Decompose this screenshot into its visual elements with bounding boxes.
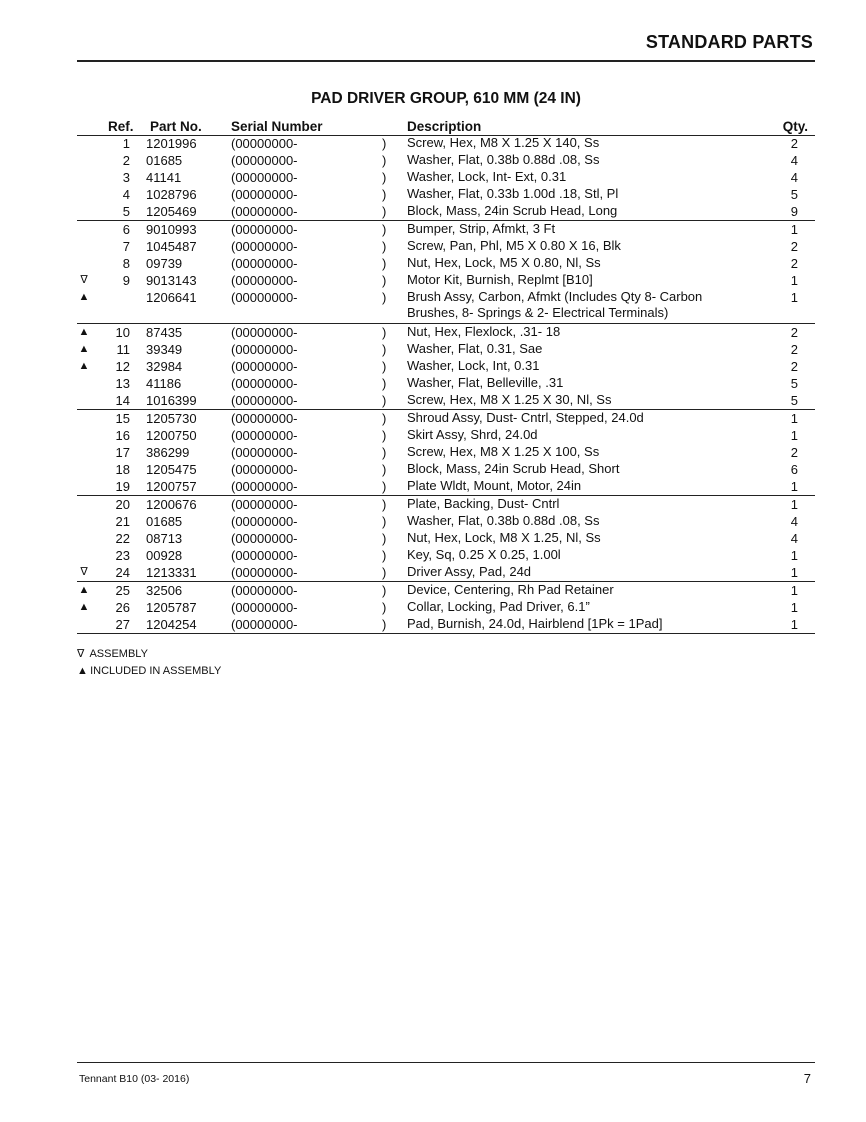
table-row bbox=[77, 461, 815, 478]
serial-end-cell: ) bbox=[382, 153, 387, 168]
qty-cell: 1 bbox=[790, 565, 798, 580]
serial-end-cell: ) bbox=[382, 325, 387, 340]
serial-cell: (00000000- bbox=[231, 136, 298, 151]
serial-cell: (00000000- bbox=[231, 376, 298, 391]
legend-text: ASSEMBLY bbox=[89, 648, 148, 660]
description-cell: Plate Wldt, Mount, Motor, 24in bbox=[407, 478, 582, 493]
serial-cell: (00000000- bbox=[231, 204, 298, 219]
ref-cell: 2 bbox=[122, 153, 130, 168]
serial-end-cell: ) bbox=[382, 600, 387, 615]
ref-cell: 4 bbox=[122, 187, 130, 202]
serial-cell: (00000000- bbox=[231, 153, 298, 168]
serial-cell: (00000000- bbox=[231, 170, 298, 185]
serial-end-cell: ) bbox=[382, 187, 387, 202]
serial-cell: (00000000- bbox=[231, 222, 298, 237]
table-row bbox=[77, 358, 815, 375]
table-row bbox=[77, 186, 815, 203]
ref-cell: 12 bbox=[115, 359, 130, 374]
page-number: 7 bbox=[803, 1071, 811, 1086]
description-cell: Plate, Backing, Dust- Cntrl bbox=[407, 496, 560, 511]
part-no-cell: 1213331 bbox=[146, 565, 197, 580]
qty-cell: 2 bbox=[790, 325, 798, 340]
ref-cell: 16 bbox=[115, 428, 130, 443]
serial-cell: (00000000- bbox=[231, 325, 298, 340]
table-row bbox=[77, 427, 815, 444]
table-row bbox=[77, 203, 815, 220]
serial-end-cell: ) bbox=[382, 445, 387, 460]
serial-cell: (00000000- bbox=[231, 531, 298, 546]
part-no-cell: 00928 bbox=[146, 548, 183, 563]
qty-cell: 9 bbox=[790, 204, 798, 219]
serial-end-cell: ) bbox=[382, 359, 387, 374]
description-cell: Pad, Burnish, 24.0d, Hairblend [1Pk = 1Pad] bbox=[407, 616, 663, 631]
part-group bbox=[77, 410, 815, 496]
serial-end-cell: ) bbox=[382, 531, 387, 546]
page-header-title: STANDARD PARTS bbox=[645, 32, 813, 52]
part-no-cell: 1201996 bbox=[146, 136, 197, 151]
row-marker-icon: ▲ bbox=[78, 291, 90, 303]
serial-end-cell: ) bbox=[382, 479, 387, 494]
serial-cell: (00000000- bbox=[231, 600, 298, 615]
table-row bbox=[77, 221, 815, 238]
table-row bbox=[77, 392, 815, 409]
serial-cell: (00000000- bbox=[231, 342, 298, 357]
description-cell: Block, Mass, 24in Scrub Head, Long bbox=[407, 203, 618, 218]
part-group bbox=[77, 135, 815, 221]
ref-cell: 20 bbox=[115, 497, 130, 512]
serial-cell: (00000000- bbox=[231, 393, 298, 408]
description-cell: Washer, Flat, 0.38b 0.88d .08, Ss bbox=[407, 513, 600, 528]
serial-cell: (00000000- bbox=[231, 583, 298, 598]
part-no-cell: 08713 bbox=[146, 531, 183, 546]
part-no-cell: 1205787 bbox=[146, 600, 197, 615]
serial-cell: (00000000- bbox=[231, 548, 298, 563]
description-cell: Driver Assy, Pad, 24d bbox=[407, 564, 532, 579]
legend-text: INCLUDED IN ASSEMBLY bbox=[90, 665, 222, 677]
part-no-cell: 1200757 bbox=[146, 479, 197, 494]
qty-cell: 1 bbox=[790, 479, 798, 494]
qty-cell: 1 bbox=[790, 411, 798, 426]
table-row bbox=[77, 410, 815, 427]
table-row bbox=[77, 341, 815, 358]
page-header bbox=[77, 28, 815, 62]
serial-end-cell: ) bbox=[382, 462, 387, 477]
serial-end-cell: ) bbox=[382, 136, 387, 151]
table-row bbox=[77, 255, 815, 272]
serial-cell: (00000000- bbox=[231, 462, 298, 477]
table-row bbox=[77, 135, 815, 152]
qty-cell: 2 bbox=[790, 359, 798, 374]
description-cell: Nut, Hex, Lock, M8 X 1.25, Nl, Ss bbox=[407, 530, 601, 545]
part-no-cell: 09739 bbox=[146, 256, 183, 271]
qty-cell: 1 bbox=[790, 428, 798, 443]
legend-item-included bbox=[77, 663, 221, 680]
ref-cell: 15 bbox=[115, 411, 130, 426]
part-group bbox=[77, 496, 815, 582]
table-row bbox=[77, 238, 815, 255]
qty-cell: 4 bbox=[790, 153, 798, 168]
table-row bbox=[77, 599, 815, 616]
part-no-cell: 1206641 bbox=[146, 290, 197, 305]
part-no-cell: 32506 bbox=[146, 583, 183, 598]
table-row bbox=[77, 530, 815, 547]
column-headers bbox=[77, 118, 815, 136]
serial-end-cell: ) bbox=[382, 411, 387, 426]
serial-cell: (00000000- bbox=[231, 428, 298, 443]
part-no-cell: 01685 bbox=[146, 514, 183, 529]
serial-cell: (00000000- bbox=[231, 514, 298, 529]
part-no-cell: 1205475 bbox=[146, 462, 197, 477]
ref-cell: 11 bbox=[116, 342, 130, 357]
part-no-cell: 1016399 bbox=[146, 393, 197, 408]
table-row bbox=[77, 324, 815, 341]
serial-end-cell: ) bbox=[382, 342, 387, 357]
page-footer bbox=[77, 1062, 815, 1093]
serial-end-cell: ) bbox=[382, 239, 387, 254]
serial-end-cell: ) bbox=[382, 548, 387, 563]
description-cell: Washer, Flat, 0.33b 1.00d .18, Stl, Pl bbox=[407, 186, 619, 201]
qty-cell: 2 bbox=[790, 239, 798, 254]
serial-end-cell: ) bbox=[382, 497, 387, 512]
row-marker-icon: ∇ bbox=[80, 274, 88, 286]
table-row bbox=[77, 152, 815, 169]
table-row bbox=[77, 547, 815, 564]
ref-cell: 24 bbox=[115, 565, 130, 580]
qty-cell: 2 bbox=[790, 136, 798, 151]
qty-cell: 2 bbox=[790, 342, 798, 357]
row-marker-icon: ▲ bbox=[78, 343, 90, 355]
included-symbol-icon: ▲ bbox=[77, 665, 88, 677]
serial-cell: (00000000- bbox=[231, 411, 298, 426]
footer-doc-id: Tennant B10 (03- 2016) bbox=[79, 1073, 190, 1085]
description-cell: Nut, Hex, Flexlock, .31- 18 bbox=[407, 324, 561, 339]
ref-cell: 8 bbox=[122, 256, 130, 271]
qty-cell: 4 bbox=[790, 514, 798, 529]
description-cell: Brush Assy, Carbon, Afmkt (Includes Qty 8- Carbon Brushes, 8- Springs & 2- Electrical Terminals) bbox=[407, 289, 703, 320]
qty-cell: 1 bbox=[790, 273, 798, 288]
description-cell: Washer, Flat, Belleville, .31 bbox=[407, 375, 564, 390]
serial-cell: (00000000- bbox=[231, 256, 298, 271]
part-no-cell: 1045487 bbox=[146, 239, 197, 254]
qty-cell: 1 bbox=[790, 497, 798, 512]
description-cell: Nut, Hex, Lock, M5 X 0.80, Nl, Ss bbox=[407, 255, 601, 270]
serial-end-cell: ) bbox=[382, 514, 387, 529]
ref-cell: 6 bbox=[122, 222, 130, 237]
serial-cell: (00000000- bbox=[231, 273, 298, 288]
serial-end-cell: ) bbox=[382, 583, 387, 598]
assembly-symbol-icon: ∇ bbox=[77, 648, 85, 660]
row-marker-icon: ∇ bbox=[80, 566, 88, 578]
part-no-cell: 1200676 bbox=[146, 497, 197, 512]
ref-cell: 9 bbox=[122, 273, 130, 288]
ref-cell: 5 bbox=[122, 204, 130, 219]
qty-cell: 1 bbox=[790, 222, 798, 237]
column-header-qty: Qty. bbox=[782, 119, 808, 134]
ref-cell: 14 bbox=[115, 393, 130, 408]
ref-cell: 13 bbox=[115, 376, 130, 391]
ref-cell: 27 bbox=[115, 617, 130, 632]
serial-end-cell: ) bbox=[382, 376, 387, 391]
serial-cell: (00000000- bbox=[231, 479, 298, 494]
serial-cell: (00000000- bbox=[231, 290, 298, 305]
serial-end-cell: ) bbox=[382, 428, 387, 443]
parts-table bbox=[77, 135, 815, 634]
part-no-cell: 41141 bbox=[146, 170, 182, 185]
serial-end-cell: ) bbox=[382, 273, 387, 288]
qty-cell: 6 bbox=[790, 462, 798, 477]
description-cell: Washer, Flat, 0.31, Sae bbox=[407, 341, 543, 356]
serial-end-cell: ) bbox=[382, 565, 387, 580]
row-marker-icon: ▲ bbox=[78, 326, 90, 338]
legend bbox=[77, 646, 221, 680]
serial-end-cell: ) bbox=[382, 290, 387, 305]
ref-cell: 3 bbox=[122, 170, 130, 185]
row-marker-icon: ▲ bbox=[78, 360, 90, 372]
serial-end-cell: ) bbox=[382, 222, 387, 237]
serial-cell: (00000000- bbox=[231, 565, 298, 580]
description-cell: Motor Kit, Burnish, Replmt [B10] bbox=[407, 272, 593, 287]
serial-cell: (00000000- bbox=[231, 445, 298, 460]
description-cell: Screw, Hex, M8 X 1.25 X 30, Nl, Ss bbox=[407, 392, 612, 407]
row-marker-icon: ▲ bbox=[78, 601, 90, 613]
qty-cell: 1 bbox=[790, 600, 798, 615]
description-cell: Bumper, Strip, Afmkt, 3 Ft bbox=[407, 221, 556, 236]
description-cell: Washer, Lock, Int, 0.31 bbox=[407, 358, 540, 373]
serial-cell: (00000000- bbox=[231, 497, 298, 512]
ref-cell: 1 bbox=[122, 136, 130, 151]
ref-cell: 18 bbox=[115, 462, 130, 477]
table-row bbox=[77, 564, 815, 581]
ref-cell: 26 bbox=[115, 600, 130, 615]
table-row bbox=[77, 582, 815, 599]
table-row bbox=[77, 478, 815, 495]
part-no-cell: 9013143 bbox=[146, 273, 197, 288]
description-cell: Device, Centering, Rh Pad Retainer bbox=[407, 582, 614, 597]
part-group bbox=[77, 324, 815, 410]
qty-cell: 1 bbox=[790, 617, 798, 632]
part-no-cell: 386299 bbox=[146, 445, 190, 460]
column-header-part-no: Part No. bbox=[150, 119, 202, 134]
description-cell: Screw, Pan, Phl, M5 X 0.80 X 16, Blk bbox=[407, 238, 621, 253]
part-no-cell: 1204254 bbox=[146, 617, 197, 632]
row-marker-icon: ▲ bbox=[78, 584, 90, 596]
part-no-cell: 1200750 bbox=[146, 428, 197, 443]
description-cell: Washer, Flat, 0.38b 0.88d .08, Ss bbox=[407, 152, 600, 167]
description-cell: Screw, Hex, M8 X 1.25 X 100, Ss bbox=[407, 444, 600, 459]
part-no-cell: 1205469 bbox=[146, 204, 197, 219]
table-row bbox=[77, 513, 815, 530]
serial-cell: (00000000- bbox=[231, 359, 298, 374]
qty-cell: 4 bbox=[790, 531, 798, 546]
qty-cell: 2 bbox=[790, 445, 798, 460]
serial-cell: (00000000- bbox=[231, 187, 298, 202]
table-row bbox=[77, 616, 815, 633]
description-cell: Washer, Lock, Int- Ext, 0.31 bbox=[407, 169, 567, 184]
serial-cell: (00000000- bbox=[231, 617, 298, 632]
ref-cell: 22 bbox=[115, 531, 130, 546]
part-group bbox=[77, 582, 815, 634]
qty-cell: 1 bbox=[790, 548, 798, 563]
ref-cell: 10 bbox=[115, 325, 130, 340]
serial-end-cell: ) bbox=[382, 204, 387, 219]
part-no-cell: 1205730 bbox=[146, 411, 197, 426]
qty-cell: 2 bbox=[790, 256, 798, 271]
serial-cell: (00000000- bbox=[231, 239, 298, 254]
qty-cell: 5 bbox=[790, 187, 798, 202]
part-no-cell: 1028796 bbox=[146, 187, 197, 202]
part-no-cell: 32984 bbox=[146, 359, 183, 374]
qty-cell: 4 bbox=[790, 170, 798, 185]
part-no-cell: 01685 bbox=[146, 153, 183, 168]
part-group bbox=[77, 221, 815, 324]
ref-cell: 17 bbox=[115, 445, 130, 460]
qty-cell: 5 bbox=[790, 376, 798, 391]
serial-end-cell: ) bbox=[382, 170, 387, 185]
table-row bbox=[77, 496, 815, 513]
part-no-cell: 39349 bbox=[146, 342, 183, 357]
table-row bbox=[77, 272, 815, 289]
column-header-description: Description bbox=[407, 119, 482, 134]
table-row bbox=[77, 375, 815, 392]
qty-cell: 1 bbox=[790, 583, 798, 598]
serial-end-cell: ) bbox=[382, 617, 387, 632]
column-header-serial: Serial Number bbox=[231, 119, 323, 134]
ref-cell: 19 bbox=[115, 479, 130, 494]
description-cell: Skirt Assy, Shrd, 24.0d bbox=[407, 427, 538, 442]
description-cell: Collar, Locking, Pad Driver, 6.1” bbox=[407, 599, 590, 614]
ref-cell: 23 bbox=[115, 548, 130, 563]
table-row bbox=[77, 169, 815, 186]
table-row bbox=[77, 289, 815, 323]
description-cell: Block, Mass, 24in Scrub Head, Short bbox=[407, 461, 620, 476]
legend-item-assembly bbox=[77, 646, 221, 663]
description-cell: Key, Sq, 0.25 X 0.25, 1.00l bbox=[407, 547, 561, 562]
ref-cell: 25 bbox=[115, 583, 130, 598]
section-title: PAD DRIVER GROUP, 610 MM (24 IN) bbox=[311, 90, 581, 107]
description-cell: Screw, Hex, M8 X 1.25 X 140, Ss bbox=[407, 135, 600, 150]
qty-cell: 1 bbox=[790, 290, 798, 305]
part-no-cell: 87435 bbox=[146, 325, 183, 340]
part-no-cell: 41186 bbox=[146, 376, 182, 391]
description-cell: Shroud Assy, Dust- Cntrl, Stepped, 24.0d bbox=[407, 410, 644, 425]
serial-end-cell: ) bbox=[382, 256, 387, 271]
qty-cell: 5 bbox=[790, 393, 798, 408]
ref-cell: 21 bbox=[115, 514, 130, 529]
table-row bbox=[77, 444, 815, 461]
column-header-ref: Ref. bbox=[108, 119, 134, 134]
part-no-cell: 9010993 bbox=[146, 222, 197, 237]
serial-end-cell: ) bbox=[382, 393, 387, 408]
ref-cell: 7 bbox=[122, 239, 130, 254]
